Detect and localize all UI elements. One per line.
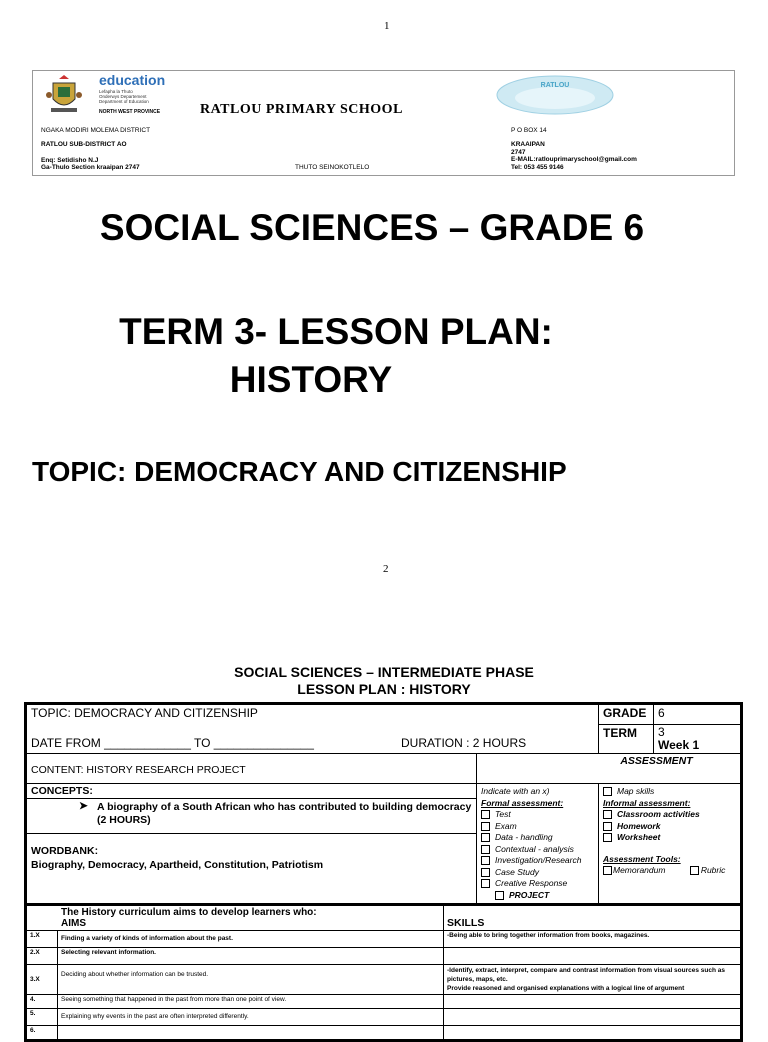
formal-assessment-cell: Indicate with an x) Formal assessment: Test Exam Data - handling Contextual - analysis Investigation/Research Case Study Creative Response PROJECT xyxy=(477,784,599,904)
table-row: 3.X Deciding about whether information can be trusted. -Identify, extract, interpret, compare and contrast information from visual sources such as pictures, maps, etc. Provide reasoned and organised explanations with a logical line of argument xyxy=(27,965,741,995)
school-motto: THUTO SEINOKOTLELO xyxy=(295,164,370,171)
department-names: Lefapha la Thuto Onderwys Departement Department of Education xyxy=(99,89,149,104)
checkbox-memorandum[interactable]: Memorandum xyxy=(603,865,665,875)
aims-header: The History curriculum aims to develop learners who: AIMS xyxy=(27,905,444,931)
checkbox-investigation[interactable]: Investigation/Research xyxy=(481,855,594,867)
checkbox-project[interactable]: PROJECT xyxy=(481,890,594,902)
table-row: 2.X Selecting relevant information. xyxy=(27,948,741,965)
checkbox-homework[interactable]: Homework xyxy=(603,821,736,833)
checkbox-rubric[interactable]: Rubric xyxy=(690,865,726,875)
district-name: NGAKA MODIRI MOLEMA DISTRICT xyxy=(41,127,151,134)
school-letterhead xyxy=(32,70,735,176)
checkbox-creative-response[interactable]: Creative Response xyxy=(481,878,594,890)
coat-of-arms-icon xyxy=(45,75,83,115)
province-name: NORTH WEST PROVINCE xyxy=(99,109,161,115)
page-number-1: 1 xyxy=(384,20,390,32)
table-row: 4. Seeing something that happened in the past from more than one point of view. xyxy=(27,995,741,1009)
school-name: RATLOU PRIMARY SCHOOL xyxy=(200,102,403,117)
checkbox-case-study[interactable]: Case Study xyxy=(481,867,594,879)
table-row: 6. xyxy=(27,1026,741,1040)
topic-cell: TOPIC: DEMOCRACY AND CITIZENSHIP DATE FROM _____________ TO _______________ DURATION : 2 HOURS xyxy=(27,705,599,754)
assessment-label: ASSESSMENT xyxy=(477,754,741,784)
skills-header: SKILLS xyxy=(444,905,741,931)
main-title: SOCIAL SCIENCES – GRADE 6 xyxy=(99,207,645,248)
topic-title: TOPIC: DEMOCRACY AND CITIZENSHIP xyxy=(32,456,567,487)
informal-assessment-cell: Map skills Informal assessment: Classroom activities Homework Worksheet Assessment Tools: Memorandum Rubric xyxy=(599,784,741,904)
grade-label: GRADE xyxy=(599,705,654,725)
table-row: 5. Explaining why events in the past are often interpreted differently. xyxy=(27,1009,741,1026)
education-logo-text: education xyxy=(99,72,166,88)
checkbox-exam[interactable]: Exam xyxy=(481,821,594,833)
term-label: TERM xyxy=(599,725,654,754)
school-logo-text: RATLOU xyxy=(540,82,570,89)
aims-skills-table xyxy=(26,904,741,1040)
checkbox-data-handling[interactable]: Data - handling xyxy=(481,832,594,844)
lesson-plan-heading: SOCIAL SCIENCES – INTERMEDIATE PHASE LESSON PLAN : HISTORY xyxy=(234,664,534,697)
table-row: 1.X Finding a variety of kinds of information about the past. -Being able to bring together information from books, magazines. xyxy=(27,931,741,948)
sub-district: RATLOU SUB-DISTRICT AO Enq: Setidisho N.J Ga-Thulo Section kraaipan 2747 xyxy=(41,141,140,171)
checkbox-classroom-activities[interactable]: Classroom activities xyxy=(603,809,736,821)
checkbox-map-skills[interactable]: Map skills xyxy=(603,786,736,798)
checkbox-test[interactable]: Test xyxy=(481,809,594,821)
checkbox-worksheet[interactable]: Worksheet xyxy=(603,832,736,844)
school-logo-icon xyxy=(493,74,618,116)
po-box: P O BOX 14 xyxy=(511,127,547,134)
school-contact: KRAAIPAN 2747 E-MAIL:ratlouprimaryschool@gmail.com Tel: 053 455 9146 xyxy=(511,141,637,171)
checkbox-contextual-analysis[interactable]: Contextual - analysis xyxy=(481,844,594,856)
arrow-bullet-icon: ➤ xyxy=(79,800,88,812)
term-title: TERM 3- LESSON PLAN: HISTORY xyxy=(119,311,553,400)
content-cell: CONTENT: HISTORY RESEARCH PROJECT xyxy=(27,754,477,784)
term-value: 3 Week 1 xyxy=(654,725,741,754)
page-number-2: 2 xyxy=(383,563,389,575)
grade-value: 6 xyxy=(654,705,741,725)
concepts-wordbank-cell: CONCEPTS: ➤ A biography of a South African who has contributed to building democracy (2 HOURS) WORDBANK: Biography, Democracy, Apartheid, Constitution, Patriotism xyxy=(27,784,477,904)
lesson-plan-table xyxy=(24,702,743,1042)
